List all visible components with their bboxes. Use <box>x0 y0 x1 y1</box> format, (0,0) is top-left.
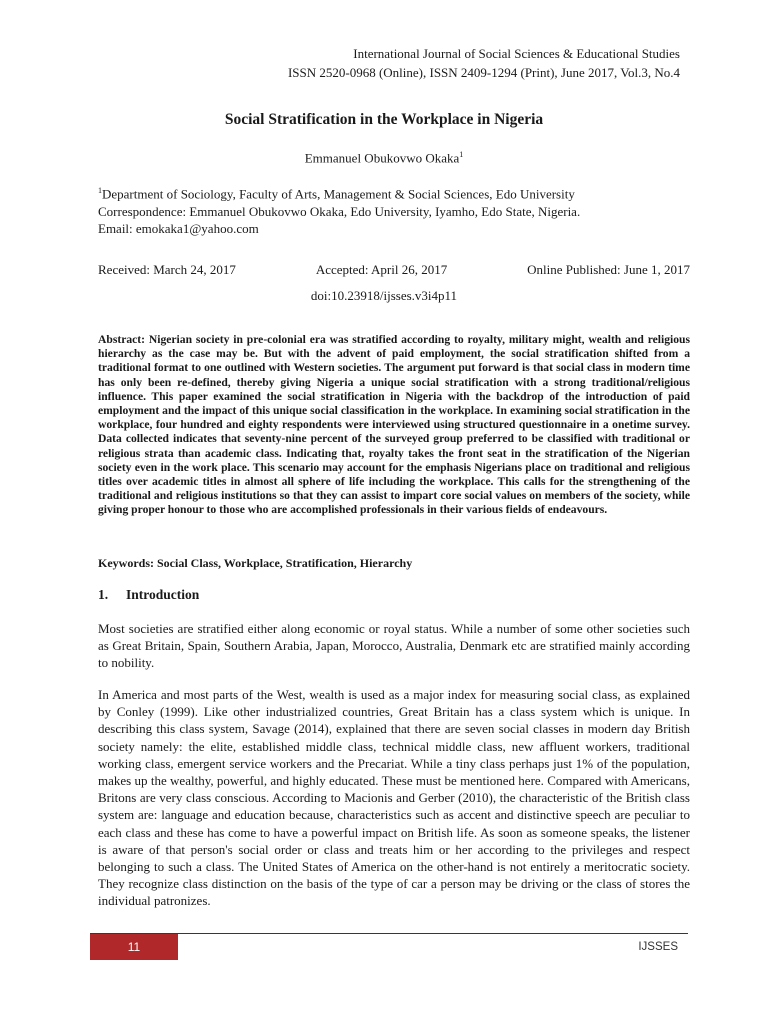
doi: doi:10.23918/ijsses.v3i4p11 <box>310 288 458 303</box>
author-line <box>0 150 768 166</box>
affiliation-superscript: 1 <box>98 186 102 195</box>
abstract: Abstract: Nigerian society in pre-colonial era was stratified according to royalty, military might, wealth and religious hierarchy as the case may be. But with the advent of paid employment, the social stratification shifted from a traditional format to one outlined with Western societies. The argument put forward is that social class in modern time has only been re-defined, thereby giving Nigeria a unique social stratification with a strong traditional/religious influence. This paper examined the social stratification in Nigeria with the backdrop of the introduction of paid employment and the impact of this unique social classification in the workplace. In examining social stratification in the workplace, four hundred and eighty respondents were interviewed using structured questionnaire in a onetime survey. Data collected indicates that seventy-nine percent of the surveyed group preferred to be classified with traditional or religious strata than academic class. Indicating that, royalty takes the front seat in the stratification of the Nigerian society even in the work place. This scenario may account for the emphasis Nigerians place on traditional and religious titles over academic titles in almost all sphere of life including the workplace. This calls for the strengthening of the traditional and religious institutions so that they can assist to impart core social values on members of the society, while giving proper honour to those who are accomplished professionals in their various fields of endeavours. <box>98 333 690 517</box>
page-number: 11 <box>127 940 141 954</box>
accepted-date: Accepted: April 26, 2017 <box>315 262 448 277</box>
section-title: Introduction <box>126 587 200 602</box>
publication-dates <box>98 262 690 278</box>
footer-divider <box>90 933 688 934</box>
paragraph-1: Most societies are stratified either along economic or royal status. While a number of some other societies such as Great Britain, Spain, Southern Arabia, Japan, Morocco, Australia, Denmark etc are stratified mainly according to nobility. <box>98 621 690 671</box>
correspondence: Correspondence: Emmanuel Obukovwo Okaka, Edo University, Iyamho, Edo State, Nigeria. <box>98 203 581 219</box>
published-date: Online Published: June 1, 2017 <box>527 262 690 277</box>
section-heading <box>98 587 199 603</box>
affiliation-text: Department of Sociology, Faculty of Arts, Management & Social Sciences, Edo University <box>102 186 575 202</box>
received-date: Received: March 24, 2017 <box>98 262 236 277</box>
affiliation-block <box>98 182 698 238</box>
section-number: 1. <box>98 587 109 602</box>
keywords: Keywords: Social Class, Workplace, Stratification, Hierarchy <box>98 556 413 570</box>
journal-issn: ISSN 2520-0968 (Online), ISSN 2409-1294 (Print), June 2017, Vol.3, No.4 <box>287 65 680 80</box>
author-superscript: 1 <box>459 150 464 159</box>
article-title: Social Stratification in the Workplace in Nigeria <box>224 111 544 128</box>
email: Email: emokaka1@yahoo.com <box>98 221 259 237</box>
affiliation <box>98 182 698 203</box>
page-number-box <box>90 934 178 960</box>
footer-journal-abbr: IJSSES <box>638 941 678 953</box>
journal-name: International Journal of Social Sciences & Educational Studies <box>353 46 680 61</box>
author-name: Emmanuel Obukovwo Okaka <box>304 150 460 166</box>
paragraph-2: In America and most parts of the West, wealth is used as a major index for measuring social class, as explained by Conley (1999). Like other industrialized countries, Great Britain has a class system which is unique. In describing this class system, Savage (2014), explained that there are seven social classes in modern day British society namely: the elite, established middle class, technical middle class, new affluent workers, traditional working class, emergent service workers and the Precariat. While a tiny class perhaps just 1% of the population, makes up the wealthy, powerful, and highly educated. These must be mentioned here. Compared with Americans, Britons are very class conscious. According to Macionis and Gerber (2010), the characteristic of the British class system are: language and education because, characteristics such as accent and distinctive speech are peculiar to each class and these has come to have a powerful impact on British life. As soon as someone speaks, the listener is aware of that person's social order or class and treats him or her according to the privileges and respect belonging to such a class. The United States of America on the other-hand is not entirely a meritocratic society. They recognize class distinction on the basis of the type of car a person may be driving or the class of stores the individual patronizes. <box>98 687 690 909</box>
journal-header <box>288 44 680 82</box>
